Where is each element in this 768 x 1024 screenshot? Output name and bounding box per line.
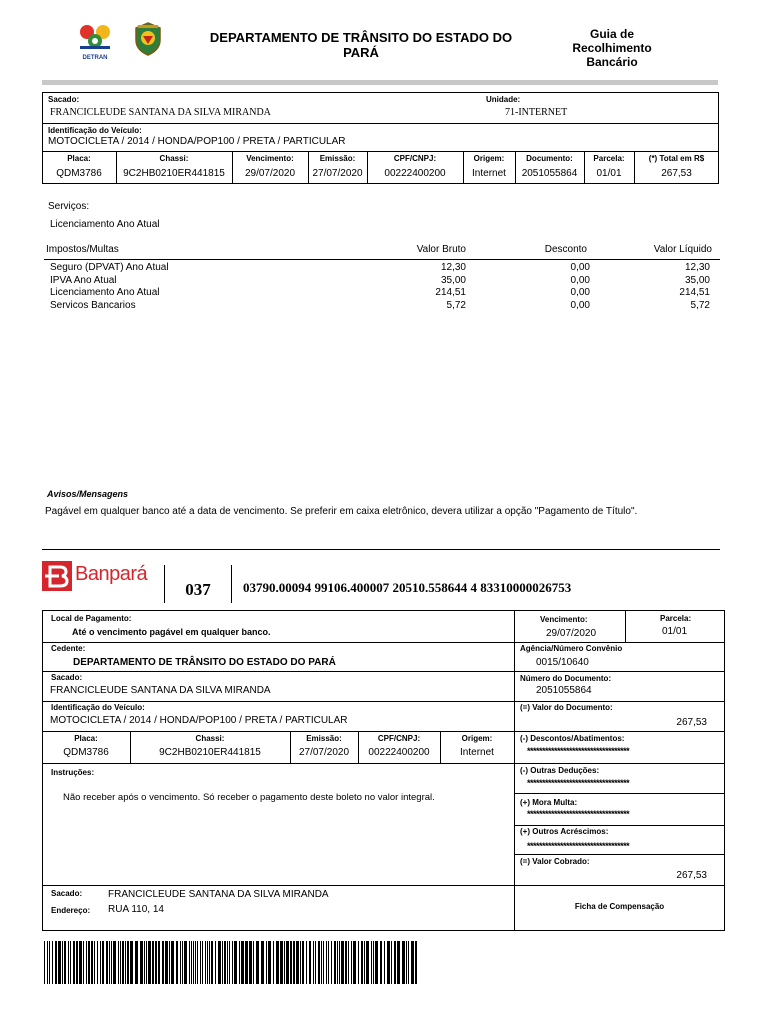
b-left-line-1 [42,642,515,643]
barcode-bar [290,941,292,984]
barcode-bar [318,941,320,984]
header-gray-bar [42,80,718,85]
barcode-bar [268,941,271,984]
top-col-value: 29/07/2020 [244,168,296,179]
tax-row-desconto: 0,00 [570,274,590,286]
barcode-bar [184,941,187,984]
coat-of-arms-icon [133,22,163,56]
outros-acrescimos-stars: ********************************** [527,841,630,851]
boleto-col-label: Chassi: [195,734,225,743]
b-left-line-5 [42,763,515,764]
descontos-stars: ********************************** [527,746,630,756]
barcode-bar [313,941,314,984]
top-divider-1 [42,123,719,124]
barcode-bar [364,941,365,984]
barcode-bar [406,941,407,984]
barcode-bar [341,941,344,984]
b-sacado-value: FRANCICLEUDE SANTANA DA SILVA MIRANDA [50,685,271,696]
barcode-bar [182,941,183,984]
barcode-bar [102,941,104,984]
top-col-label: Chassi: [159,154,189,163]
boleto-col-value: 27/07/2020 [298,747,350,758]
rodape-sacado-value: FRANCICLEUDE SANTANA DA SILVA MIRANDA [108,889,329,900]
barcode-bar [162,941,164,984]
barcode-bar [111,941,112,984]
top-col-value: 00222400200 [384,168,446,179]
barcode-bar [58,941,61,984]
b-right-line-4 [514,731,725,732]
b-parcela-label: Parcela: [660,614,692,623]
boleto-col-value: 00222400200 [368,747,430,758]
barcode-bar [232,941,233,984]
boleto-right-col [514,610,515,931]
rodape-sacado-label: Sacado: [51,889,83,898]
barcode-bar [70,941,71,984]
barcode-bar [222,941,223,984]
bank-code: 037 [185,580,211,599]
detran-logo-text: DETRAN [82,55,108,61]
banpara-logo-icon [42,561,72,591]
b-right-line-2 [514,671,725,672]
top-col-label: Parcela: [593,154,625,163]
barcode-bar [55,941,57,984]
barcode-bar [125,941,126,984]
barcode-bar [83,941,84,984]
boleto-col-label: CPF/CNPJ: [377,734,421,743]
barcode-bar [256,941,259,984]
barcode-bar [415,941,417,984]
b-right-line-3 [514,701,725,702]
barcode-bar [94,941,95,984]
barcode-bar [300,941,301,984]
barcode-bar [197,941,198,984]
veiculo-label: Identificação do Veículo: [48,126,142,135]
cut-line [42,549,720,550]
barcode-bar [373,941,374,984]
barcode-bar [76,941,78,984]
sacado-label: Sacado: [48,95,80,104]
barcode-bar [200,941,201,984]
barcode-bar [323,941,324,984]
tax-row-name: IPVA Ano Atual [50,274,117,286]
barcode-bar [339,941,340,984]
avisos-label: Avisos/Mensagens [47,489,129,499]
barcode-bar [366,941,369,984]
tax-row-desconto: 0,00 [570,299,590,311]
tax-row-name: Seguro (DPVAT) Ano Atual [50,262,169,273]
barcode-bar [302,941,304,984]
barcode-bar [140,941,143,984]
tax-row-liquido: 214,51 [679,287,710,298]
barcode-bar [62,941,63,984]
barcode-bar [193,941,194,984]
barcode-bar [321,941,322,984]
avisos-text: Pagável em qualquer banco até a data de vencimento. Se preferir em caixa eletrônico, devera utilizar a opção "Pagamento de Título". [45,506,638,517]
barcode-bar [195,941,196,984]
valordoc-label: (=) Valor do Documento: [520,703,613,712]
barcode-bar [64,941,66,984]
barcode-bar [189,941,190,984]
b-right-line-7 [514,825,725,826]
barcode-bar [169,941,170,984]
barcode-bar [211,941,213,984]
outras-deducoes-label: (-) Outras Deduções: [520,766,600,775]
barcode-bar [408,941,409,984]
barcode-bar [152,941,154,984]
barcode-bar [239,941,240,984]
local-label: Local de Pagamento: [51,614,132,623]
outras-deducoes-stars: ********************************** [527,778,630,788]
top-col-label: Placa: [67,154,91,163]
detran-logo-icon [74,22,116,52]
barcode-bar [241,941,244,984]
barcode-bar [227,941,228,984]
barcode-bar [286,941,289,984]
barcode-bar [165,941,168,984]
taxes-header-liquido: Valor Líquido [653,244,712,255]
barcode-bar [205,941,206,984]
tax-row-bruto: 5,72 [446,299,466,311]
bank-sep-1 [164,565,165,603]
b-veiculo-value: MOTOCICLETA / 2014 / HONDA/POP100 / PRETA / PARTICULAR [50,715,348,726]
barcode-bar [249,941,252,984]
tax-row-desconto: 0,00 [570,262,590,273]
endereco-value: RUA 110, 14 [108,904,164,915]
para-coat-of-arms [133,22,163,56]
top-col-value: 2051055864 [521,168,578,179]
barcode-bar [180,941,181,984]
cedente-value: DEPARTAMENTO DE TRÂNSITO DO ESTADO DO PARÁ [73,657,336,668]
top-col-value: 27/07/2020 [312,168,363,179]
cedente-label: Cedente: [51,644,86,653]
barcode-bar [253,941,254,984]
barcode-bar [384,941,385,984]
barcode-bar [130,941,133,984]
barcode-bar [86,941,87,984]
boleto-col-value: 9C2HB0210ER441815 [159,747,261,758]
veiculo-value: MOTOCICLETA / 2014 / HONDA/POP100 / PRETA / PARTICULAR [48,136,346,147]
barcode-bar [91,941,93,984]
barcode-bar [88,941,90,984]
digitable-line: 03790.00094 99106.400007 20510.558644 4 83310000026753 [243,580,572,595]
bank-sep-2 [231,565,232,603]
b-parcela-value: 01/01 [662,626,688,637]
top-col-value: 267,53 [661,168,692,179]
barcode-bar [276,941,279,984]
cobrado-label: (=) Valor Cobrado: [520,857,590,866]
tax-row-liquido: 12,30 [684,262,710,273]
barcode-bar [176,941,178,984]
barcode-bar [375,941,378,984]
b-right-line-6 [514,793,725,794]
b-left-line-2 [42,671,515,672]
agencia-value: 0015/10640 [536,657,589,668]
barcode-bar [331,941,332,984]
outros-acrescimos-label: (+) Outros Acréscimos: [520,827,609,836]
banpara-logo [42,561,157,593]
top-col-value: 9C2HB0210ER441815 [123,168,225,179]
barcode-bar [394,941,396,984]
barcode-bar [391,941,392,984]
barcode-bar [280,941,283,984]
barcode-bar [334,941,336,984]
top-col-value: 01/01 [596,168,622,179]
top-col-label: Vencimento: [246,154,294,163]
unidade-value: 71-INTERNET [505,107,568,118]
unidade-label: Unidade: [486,95,521,104]
numdoc-value: 2051055864 [536,685,592,696]
barcode-bar [284,941,285,984]
barcode-bar [148,941,151,984]
top-col-label: CPF/CNPJ: [393,154,437,163]
barcode-bar [411,941,414,984]
barcode-bar [326,941,327,984]
b-right-line-1 [514,642,725,643]
b-bottom-line [42,885,725,886]
top-col-label: Documento: [526,154,573,163]
taxes-header-line [44,259,720,260]
barcode-bar [44,941,45,984]
barcode-bar [380,941,382,984]
boleto-col-value: Internet [460,747,494,758]
boleto-col-label: Emissão: [306,734,342,743]
taxes-header-desconto: Desconto [544,244,587,255]
b-right-line-8 [514,854,725,855]
boleto-col-label: Origem: [461,734,493,743]
barcode-bar [361,941,363,984]
tax-row-desconto: 0,00 [570,287,590,298]
sacado-value: FRANCICLEUDE SANTANA DA SILVA MIRANDA [50,107,271,118]
barcode-bar [397,941,400,984]
barcode-bar [97,941,98,984]
top-col-value: Internet [472,168,506,179]
barcode-bar [144,941,145,984]
barcode-bar [229,941,230,984]
descontos-label: (-) Descontos/Abatimentos: [520,734,625,743]
barcode-bar [309,941,311,984]
barcode-bar [100,941,101,984]
mora-stars: ********************************** [527,809,630,819]
cobrado-value: 267,53 [676,870,707,881]
b-veiculo-label: Identificação do Veículo: [51,703,145,712]
top-col-label: Origem: [473,154,505,163]
b-right-line-5 [514,763,725,764]
tax-row-bruto: 12,30 [440,262,466,273]
taxes-header-name: Impostos/Multas [46,244,119,255]
barcode-bar [122,941,124,984]
barcode-bar [191,941,192,984]
bank-name: Banpará [75,563,148,585]
top-col-value: QDM3786 [56,168,102,179]
endereco-label: Endereço: [51,906,91,915]
barcode-bar [146,941,147,984]
barcode-bar [353,941,356,984]
barcode-bar [52,941,53,984]
top-divider-2 [42,151,719,152]
parcela-divider [625,610,626,642]
barcode-bar [402,941,405,984]
tax-row-bruto: 35,00 [440,274,466,286]
top-col-label: (*) Total em R$ [648,154,705,163]
barcode-bar [135,941,138,984]
barcode-bar [234,941,237,984]
barcode-bar [79,941,82,984]
barcode-icon [42,941,420,984]
instrucoes-value: Não receber após o vencimento. Só receber o pagamento deste boleto no valor integral. [63,792,435,803]
barcode-bar [351,941,352,984]
agencia-label: Agência/Número Convênio [520,644,623,653]
boleto-col-value: QDM3786 [63,747,109,758]
barcode-bar [158,941,160,984]
services-value: Licenciamento Ano Atual [50,219,160,230]
barcode-bar [371,941,372,984]
barcode-bar [118,941,119,984]
boleto-col-label: Placa: [74,734,98,743]
barcode-bar [315,941,316,984]
barcode-bar [202,941,203,984]
barcode-bar [155,941,157,984]
barcode-bar [113,941,116,984]
b-venc-value: 29/07/2020 [546,628,597,639]
b-left-line-4 [42,731,515,732]
b-sacado-label: Sacado: [51,673,83,682]
barcode-bar [106,941,108,984]
b-venc-label: Vencimento: [540,615,588,624]
barcode-bar [49,941,50,984]
barcode-bar [293,941,295,984]
detran-logo [74,22,116,61]
tax-row-name: Servicos Bancarios [50,299,136,311]
barcode-bar [296,941,299,984]
taxes-header-bruto: Valor Bruto [416,244,466,255]
instrucoes-label: Instruções: [51,768,95,777]
barcode-bar [207,941,208,984]
top-col-label: Emissão: [319,154,356,163]
barcode-bar [348,941,349,984]
barcode-bar [47,941,48,984]
barcode-bar [224,941,226,984]
barcode [42,941,420,984]
tax-row-name: Licenciamento Ano Atual [50,287,160,298]
barcode-bar [266,941,267,984]
barcode-bar [127,941,129,984]
barcode-bar [358,941,359,984]
guide-title: Guia de Recolhimento Bancário [572,27,652,69]
tax-row-bruto: 214,51 [435,287,466,298]
numdoc-label: Número do Documento: [520,674,612,683]
barcode-bar [345,941,347,984]
tax-row-liquido: 35,00 [684,274,710,286]
local-value: Até o vencimento pagável em qualquer banco. [72,627,271,637]
barcode-bar [215,941,216,984]
barcode-bar [171,941,174,984]
barcode-bar [273,941,274,984]
barcode-bar [209,941,210,984]
barcode-bar [68,941,69,984]
barcode-bar [109,941,110,984]
barcode-bar [120,941,121,984]
barcode-bar [245,941,248,984]
barcode-bar [328,941,329,984]
barcode-bar [387,941,390,984]
barcode-bar [337,941,338,984]
tax-row-liquido: 5,72 [690,299,710,311]
ficha-compensacao: Ficha de Compensação [574,902,665,911]
mora-label: (+) Mora Multa: [520,798,578,807]
barcode-bar [261,941,264,984]
barcode-bar [218,941,221,984]
page-title: DEPARTAMENTO DE TRÂNSITO DO ESTADO DO PARÁ [209,30,513,60]
services-label: Serviços: [48,201,90,212]
barcode-bar [306,941,307,984]
barcode-bar [73,941,75,984]
valordoc-value: 267,53 [676,717,707,728]
b-left-line-3 [42,701,515,702]
